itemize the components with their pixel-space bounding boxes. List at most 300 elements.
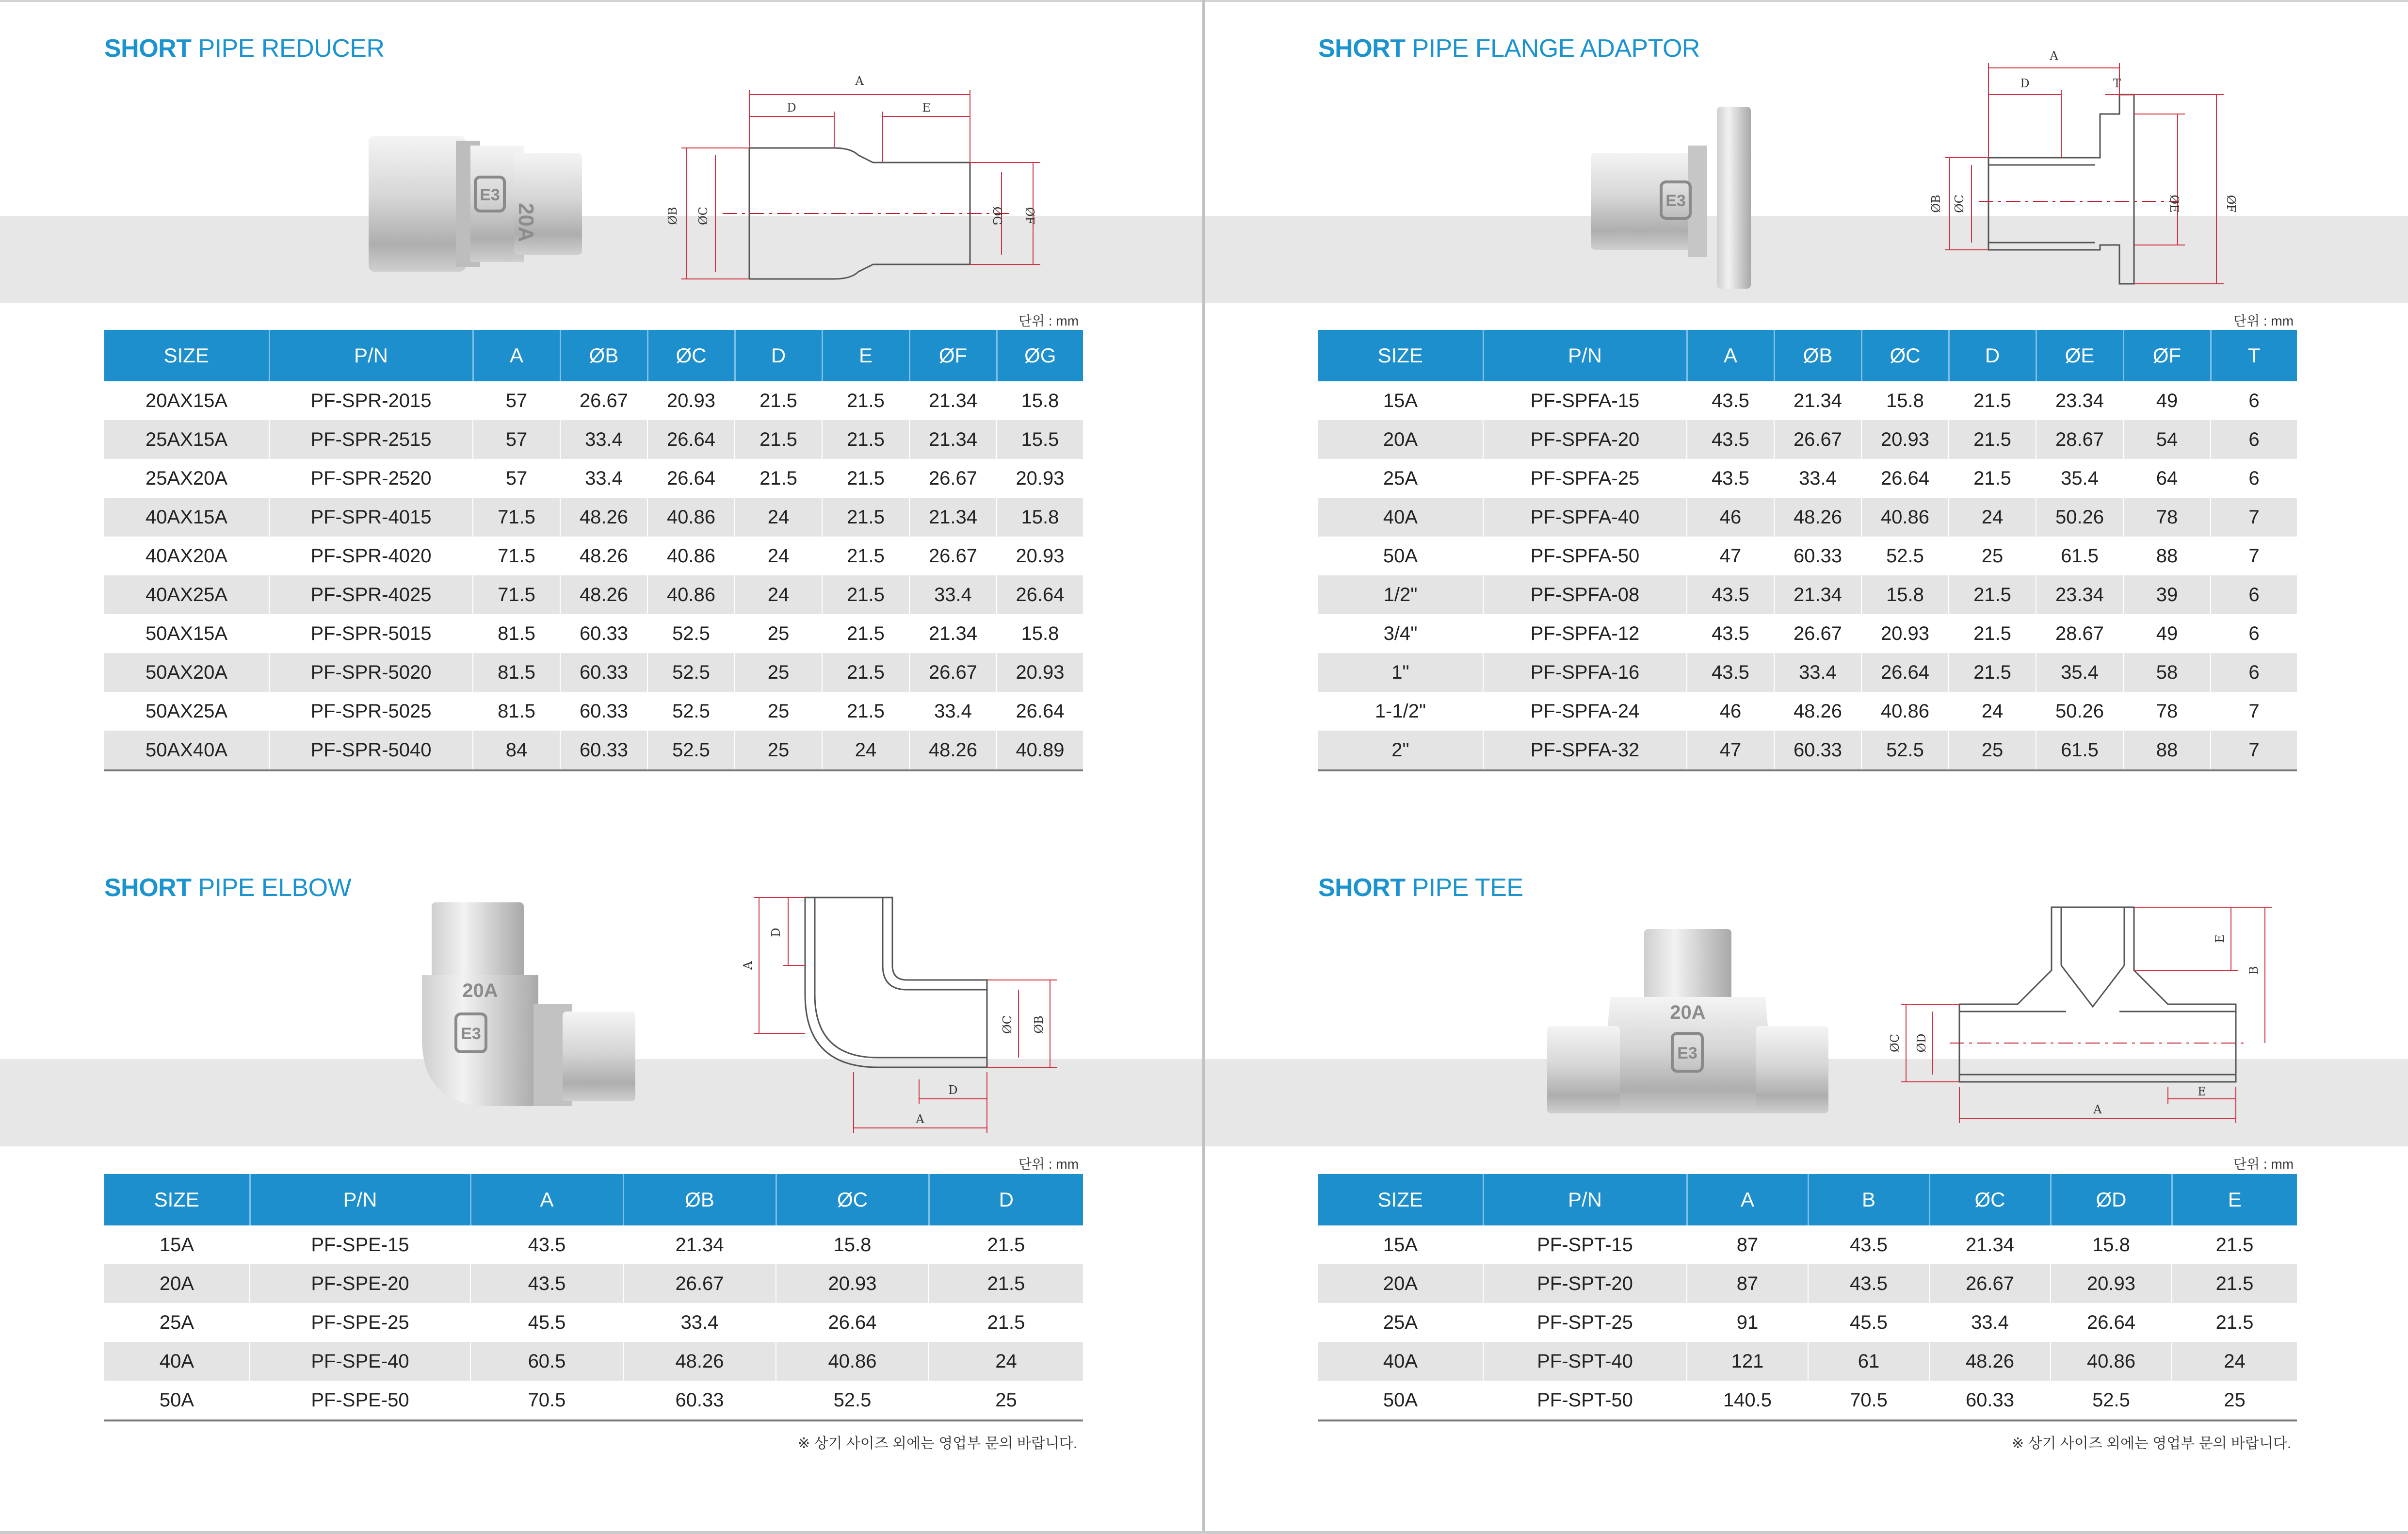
table-cell: 21.5 [2172, 1264, 2297, 1303]
table-cell: 21.34 [1929, 1225, 2051, 1264]
table-cell: 25AX20A [104, 459, 269, 498]
table-cell: 43.5 [1808, 1225, 1929, 1264]
table-cell: 26.67 [909, 537, 997, 575]
table-cell: 21.5 [822, 537, 909, 575]
table-cell: 60.33 [1774, 731, 1861, 770]
tee-table [1318, 1174, 2297, 1421]
table-cell: PF-SPFA-25 [1483, 459, 1687, 498]
table-cell: 21.5 [1949, 614, 2036, 653]
table-cell: 33.4 [560, 420, 647, 459]
table-cell: 2" [1318, 731, 1483, 770]
table-row [104, 537, 1083, 575]
table-cell: 61 [1808, 1342, 1929, 1381]
elbow-drawing [727, 888, 1082, 1140]
table-cell: 52.5 [647, 614, 735, 653]
table-cell: 24 [735, 498, 822, 537]
table-cell: 7 [2211, 537, 2297, 575]
svg-text:E: E [2198, 1085, 2206, 1098]
table-cell: 15A [1318, 381, 1483, 420]
table-cell: 50A [104, 1381, 250, 1420]
table-row [1318, 420, 2297, 459]
table-cell: 40.86 [1861, 498, 1949, 537]
table-cell: 20A [104, 1264, 250, 1303]
table-cell: 71.5 [473, 498, 560, 537]
column-header: E [2172, 1174, 2297, 1225]
table-cell: 3/4" [1318, 614, 1483, 653]
table-cell: PF-SPFA-50 [1483, 537, 1687, 575]
table-cell: 21.5 [822, 614, 909, 653]
table-cell: 60.33 [560, 653, 647, 692]
table-cell: 20AX15A [104, 381, 269, 420]
table-cell: 57 [473, 459, 560, 498]
table-cell: 21.5 [929, 1303, 1083, 1342]
table-cell: 26.67 [1929, 1264, 2051, 1303]
column-header: ØC [776, 1174, 929, 1225]
table-row [1318, 1303, 2297, 1342]
table-cell: PF-SPFA-12 [1483, 614, 1687, 653]
table-cell: 26.64 [997, 575, 1083, 614]
table-cell: PF-SPT-15 [1483, 1225, 1687, 1264]
table-cell: 33.4 [909, 575, 997, 614]
table-row [104, 381, 1083, 420]
column-header: P/N [1483, 1174, 1687, 1225]
svg-text:A: A [855, 74, 864, 88]
table-cell: 21.34 [1774, 381, 1861, 420]
column-header: A [473, 330, 560, 381]
table-cell: 40.86 [776, 1342, 929, 1381]
tee-photo [1547, 929, 1828, 1118]
svg-text:E3: E3 [1665, 192, 1686, 210]
table-cell: 15.8 [2051, 1225, 2172, 1264]
table-cell: 48.26 [1929, 1342, 2051, 1381]
elbow-note: ※ 상기 사이즈 외에는 영업부 문의 바랍니다. [798, 1436, 1078, 1452]
table-cell: 26.67 [909, 459, 997, 498]
table-cell: 48.26 [560, 575, 647, 614]
table-cell: 24 [2172, 1342, 2297, 1381]
table-cell: PF-SPFA-08 [1483, 575, 1687, 614]
table-cell: 49 [2123, 381, 2211, 420]
column-header: SIZE [1318, 1174, 1483, 1225]
table-cell: 140.5 [1687, 1381, 1808, 1420]
table-cell: 87 [1687, 1264, 1808, 1303]
column-header: A [470, 1174, 623, 1225]
table-cell: PF-SPT-50 [1483, 1381, 1687, 1420]
table-cell: 24 [822, 731, 909, 770]
table-cell: 40AX20A [104, 537, 269, 575]
table-cell: 60.33 [560, 614, 647, 653]
column-header: ØB [560, 330, 647, 381]
page-divider [1202, 0, 1205, 1534]
table-cell: 26.67 [560, 381, 647, 420]
table-cell: 78 [2123, 498, 2211, 537]
table-cell: 23.34 [2036, 381, 2123, 420]
table-cell: 1-1/2" [1318, 692, 1483, 731]
table-cell: 21.5 [822, 498, 909, 537]
table-cell: 15A [1318, 1225, 1483, 1264]
table-row [1318, 459, 2297, 498]
table-cell: 48.26 [560, 498, 647, 537]
table-cell: 21.5 [735, 420, 822, 459]
table-cell: 26.64 [997, 692, 1083, 731]
table-cell: 50.26 [2036, 692, 2123, 731]
svg-text:D: D [787, 101, 796, 114]
table-cell: 20.93 [1861, 420, 1949, 459]
table-cell: PF-SPR-4015 [269, 498, 473, 537]
table-cell: 45.5 [1808, 1303, 1929, 1342]
table-cell: 6 [2211, 614, 2297, 653]
column-header: ØC [647, 330, 735, 381]
table-cell: 15.8 [997, 498, 1083, 537]
tee-stamp: 20A [1670, 1002, 1706, 1023]
table-cell: 21.5 [822, 575, 909, 614]
table-row [104, 731, 1083, 770]
table-cell: 28.67 [2036, 614, 2123, 653]
table-row [1318, 731, 2297, 770]
table-cell: 20.93 [2051, 1264, 2172, 1303]
column-header: P/N [1483, 330, 1687, 381]
table-cell: 25AX15A [104, 420, 269, 459]
table-cell: 40AX25A [104, 575, 269, 614]
table-cell: PF-SPFA-24 [1483, 692, 1687, 731]
table-cell: 40AX15A [104, 498, 269, 537]
table-cell: 48.26 [560, 537, 647, 575]
column-header: ØF [909, 330, 997, 381]
table-cell: 21.34 [909, 614, 997, 653]
table-cell: 25 [735, 731, 822, 770]
page-bottom-border [0, 1531, 2408, 1534]
table-cell: 40.86 [647, 537, 735, 575]
table-cell: 33.4 [623, 1303, 776, 1342]
table-row [104, 653, 1083, 692]
table-row [1318, 692, 2297, 731]
table-cell: 35.4 [2036, 653, 2123, 692]
table-cell: 26.64 [647, 459, 735, 498]
svg-text:A: A [2093, 1103, 2102, 1116]
table-row [104, 1264, 1083, 1303]
table-cell: 84 [473, 731, 560, 770]
column-header: P/N [250, 1174, 470, 1225]
svg-text:D: D [948, 1083, 958, 1097]
svg-text:ØB: ØB [1929, 195, 1943, 213]
table-cell: 88 [2123, 731, 2211, 770]
table-cell: 21.5 [735, 459, 822, 498]
table-cell: PF-SPFA-40 [1483, 498, 1687, 537]
table-cell: 1" [1318, 653, 1483, 692]
table-cell: 25 [929, 1381, 1083, 1420]
table-cell: 20.93 [997, 459, 1083, 498]
table-cell: PF-SPR-5025 [269, 692, 473, 731]
table-row [104, 614, 1083, 653]
table-cell: 52.5 [1861, 537, 1949, 575]
table-cell: 6 [2211, 459, 2297, 498]
table-cell: 21.5 [735, 381, 822, 420]
table-cell: 33.4 [1929, 1303, 2051, 1342]
table-cell: 26.64 [2051, 1303, 2172, 1342]
table-cell: 70.5 [1808, 1381, 1929, 1420]
flange-photo [1586, 107, 1790, 291]
column-header: T [2211, 330, 2297, 381]
svg-text:D: D [2020, 77, 2030, 90]
table-cell: 57 [473, 381, 560, 420]
table-cell: 87 [1687, 1225, 1808, 1264]
table-cell: PF-SPR-2515 [269, 420, 473, 459]
table-row [1318, 614, 2297, 653]
svg-text:ØE: ØE [2167, 195, 2181, 213]
table-cell: 43.5 [470, 1225, 623, 1264]
column-header: ØF [2123, 330, 2211, 381]
column-header: ØB [1774, 330, 1861, 381]
svg-text:E: E [922, 101, 931, 114]
table-cell: 33.4 [1774, 459, 1861, 498]
table-cell: 50AX15A [104, 614, 269, 653]
column-header: ØG [997, 330, 1083, 381]
table-cell: 43.5 [1687, 575, 1774, 614]
table-cell: 26.64 [776, 1303, 929, 1342]
table-cell: 20.93 [776, 1264, 929, 1303]
svg-text:E3: E3 [480, 186, 500, 204]
table-cell: 26.67 [1774, 614, 1861, 653]
table-row [1318, 575, 2297, 614]
table-cell: 40.86 [647, 575, 735, 614]
table-cell: 45.5 [470, 1303, 623, 1342]
table-cell: 52.5 [647, 731, 735, 770]
table-cell: PF-SPE-50 [250, 1381, 470, 1420]
table-cell: 24 [1949, 498, 2036, 537]
table-cell: 88 [2123, 537, 2211, 575]
table-cell: 21.5 [2172, 1225, 2297, 1264]
table-cell: PF-SPR-2520 [269, 459, 473, 498]
column-header: ØC [1861, 330, 1949, 381]
svg-text:ØC: ØC [696, 206, 710, 226]
svg-text:T: T [2113, 77, 2121, 90]
column-header: D [735, 330, 822, 381]
table-cell: 15A [104, 1225, 250, 1264]
table-cell: 48.26 [909, 731, 997, 770]
tee-drawing [1872, 893, 2294, 1135]
table-cell: 43.5 [1687, 614, 1774, 653]
table-cell: 7 [2211, 692, 2297, 731]
table-cell: 81.5 [473, 653, 560, 692]
table-cell: 21.34 [909, 420, 997, 459]
table-cell: 15.8 [1861, 575, 1949, 614]
table-cell: 33.4 [560, 459, 647, 498]
table-cell: 48.26 [623, 1342, 776, 1381]
table-cell: PF-SPR-5015 [269, 614, 473, 653]
table-cell: 26.64 [1861, 653, 1949, 692]
table-cell: 15.8 [1861, 381, 1949, 420]
table-cell: 61.5 [2036, 731, 2123, 770]
table-cell: 25 [2172, 1381, 2297, 1420]
table-cell: 25 [735, 614, 822, 653]
column-header: D [1949, 330, 2036, 381]
table-row [104, 1303, 1083, 1342]
table-cell: 81.5 [473, 614, 560, 653]
tee-title: SHORT PIPE TEE [1318, 874, 1523, 902]
table-cell: 7 [2211, 731, 2297, 770]
svg-text:A: A [2050, 49, 2058, 63]
reducer-stamp: 20A [514, 203, 538, 242]
column-header: SIZE [1318, 330, 1483, 381]
table-cell: PF-SPFA-32 [1483, 731, 1687, 770]
table-cell: 21.34 [623, 1225, 776, 1264]
table-cell: 52.5 [647, 653, 735, 692]
table-cell: 60.5 [470, 1342, 623, 1381]
table-cell: 20.93 [997, 653, 1083, 692]
flange-drawing [1906, 46, 2275, 298]
table-cell: 21.5 [1949, 459, 2036, 498]
table-cell: PF-SPR-4025 [269, 575, 473, 614]
table-cell: 26.64 [1861, 459, 1949, 498]
svg-text:ØG: ØG [990, 206, 1004, 226]
reducer-title: SHORT PIPE REDUCER [104, 34, 385, 63]
table-cell: 64 [2123, 459, 2211, 498]
table-cell: 40.86 [647, 498, 735, 537]
table-cell: 43.5 [1687, 420, 1774, 459]
table-cell: PF-SPFA-20 [1483, 420, 1687, 459]
table-row [1318, 1225, 2297, 1264]
table-cell: 23.34 [2036, 575, 2123, 614]
table-row [1318, 653, 2297, 692]
table-cell: 21.5 [822, 381, 909, 420]
table-cell: 81.5 [473, 692, 560, 731]
flange-title: SHORT PIPE FLANGE ADAPTOR [1318, 34, 1700, 63]
column-header: ØB [623, 1174, 776, 1225]
table-cell: 46 [1687, 498, 1774, 537]
table-cell: 54 [2123, 420, 2211, 459]
table-row [104, 1342, 1083, 1381]
table-cell: 39 [2123, 575, 2211, 614]
elbow-table [104, 1174, 1083, 1421]
table-cell: 15.8 [776, 1225, 929, 1264]
svg-text:ØB: ØB [666, 207, 679, 225]
table-cell: 47 [1687, 731, 1774, 770]
table-cell: 71.5 [473, 575, 560, 614]
table-row [104, 420, 1083, 459]
table-cell: 58 [2123, 653, 2211, 692]
table-cell: 50A [1318, 1381, 1483, 1420]
table-row [104, 1225, 1083, 1264]
table-cell: 24 [929, 1342, 1083, 1381]
table-cell: 50AX20A [104, 653, 269, 692]
table-cell: 21.5 [929, 1225, 1083, 1264]
table-cell: 52.5 [1861, 731, 1949, 770]
table-cell: 33.4 [1774, 653, 1861, 692]
table-cell: 20.93 [647, 381, 735, 420]
table-cell: 78 [2123, 692, 2211, 731]
table-cell: 20.93 [1861, 614, 1949, 653]
svg-text:B: B [2247, 966, 2261, 975]
table-cell: 1/2" [1318, 575, 1483, 614]
table-cell: 21.5 [822, 420, 909, 459]
table-cell: 70.5 [470, 1381, 623, 1420]
elbow-title: SHORT PIPE ELBOW [104, 874, 352, 902]
svg-text:A: A [916, 1112, 924, 1126]
tee-unit: 단위 : mm [2233, 1157, 2294, 1172]
table-cell: 43.5 [1687, 653, 1774, 692]
table-row [1318, 1342, 2297, 1381]
table-cell: 43.5 [1687, 381, 1774, 420]
svg-text:E3: E3 [461, 1025, 481, 1043]
svg-text:E: E [2213, 934, 2227, 943]
table-cell: 24 [1949, 692, 2036, 731]
table-cell: 26.64 [647, 420, 735, 459]
table-cell: 48.26 [1774, 692, 1861, 731]
table-cell: 15.5 [997, 420, 1083, 459]
svg-text:A: A [741, 961, 755, 970]
column-header: SIZE [104, 330, 269, 381]
svg-text:ØF: ØF [2224, 195, 2238, 213]
table-cell: 43.5 [1687, 459, 1774, 498]
table-row [1318, 498, 2297, 537]
table-cell: 24 [735, 575, 822, 614]
reducer-unit: 단위 : mm [1018, 313, 1079, 328]
column-header: A [1687, 1174, 1808, 1225]
table-cell: 33.4 [909, 692, 997, 731]
table-cell: 52.5 [2051, 1381, 2172, 1420]
table-cell: 43.5 [1808, 1264, 1929, 1303]
column-header: B [1808, 1174, 1929, 1225]
flange-table [1318, 330, 2297, 771]
table-cell: 7 [2211, 498, 2297, 537]
table-cell: 21.5 [1949, 420, 2036, 459]
table-row [104, 459, 1083, 498]
table-cell: PF-SPE-40 [250, 1342, 470, 1381]
table-cell: 50AX25A [104, 692, 269, 731]
table-cell: 26.67 [623, 1264, 776, 1303]
svg-text:ØB: ØB [1032, 1015, 1046, 1034]
table-cell: PF-SPR-4020 [269, 537, 473, 575]
table-cell: 26.67 [1774, 420, 1861, 459]
table-cell: 21.5 [1949, 575, 2036, 614]
column-header: ØC [1929, 1174, 2051, 1225]
table-cell: 50.26 [2036, 498, 2123, 537]
table-cell: 121 [1687, 1342, 1808, 1381]
table-cell: 49 [2123, 614, 2211, 653]
reducer-photo [359, 131, 592, 291]
column-header: ØE [2036, 330, 2123, 381]
table-cell: 48.26 [1774, 498, 1861, 537]
reducer-drawing [664, 70, 1067, 294]
table-cell: 6 [2211, 420, 2297, 459]
tee-note: ※ 상기 사이즈 외에는 영업부 문의 바랍니다. [2012, 1436, 2292, 1452]
table-cell: 25 [735, 692, 822, 731]
table-cell: PF-SPT-40 [1483, 1342, 1687, 1381]
table-cell: PF-SPT-25 [1483, 1303, 1687, 1342]
table-cell: 21.5 [929, 1264, 1083, 1303]
table-row [1318, 1264, 2297, 1303]
table-row [104, 498, 1083, 537]
svg-text:ØC: ØC [1953, 194, 1966, 213]
table-cell: 52.5 [776, 1381, 929, 1420]
table-cell: 20A [1318, 1264, 1483, 1303]
table-cell: PF-SPE-25 [250, 1303, 470, 1342]
svg-text:ØC: ØC [1001, 1015, 1014, 1034]
table-cell: 25A [1318, 459, 1483, 498]
elbow-unit: 단위 : mm [1018, 1157, 1079, 1172]
table-cell: 21.34 [1774, 575, 1861, 614]
table-cell: 21.34 [909, 381, 997, 420]
table-cell: 21.5 [1949, 653, 2036, 692]
svg-text:ØC: ØC [1888, 1033, 1902, 1053]
table-cell: 50AX40A [104, 731, 269, 770]
table-cell: 25 [1949, 731, 2036, 770]
table-cell: 24 [735, 537, 822, 575]
table-cell: PF-SPFA-16 [1483, 653, 1687, 692]
table-cell: 6 [2211, 381, 2297, 420]
table-cell: 28.67 [2036, 420, 2123, 459]
table-cell: 91 [1687, 1303, 1808, 1342]
table-cell: PF-SPFA-15 [1483, 381, 1687, 420]
